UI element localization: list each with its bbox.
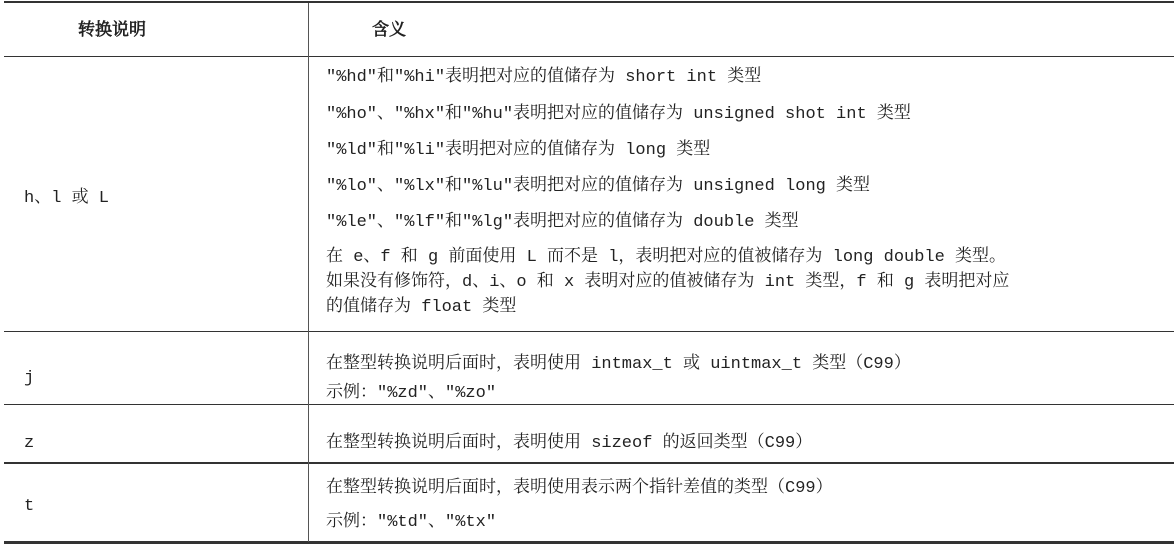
- row-meaning-line: "%hd"和"%hi"表明把对应的值储存为 short int 类型: [326, 68, 762, 87]
- row-meaning-line: 的值储存为 float 类型: [326, 298, 517, 317]
- row-spec: h、l 或 L: [24, 189, 110, 208]
- row-meaning-line: "%lo"、"%lx"和"%lu"表明把对应的值储存为 unsigned long 类型: [326, 177, 871, 196]
- row-meaning-line: 在整型转换说明后面时，表明使用 sizeof 的返回类型（C99）: [326, 434, 813, 453]
- header-divider: [4, 56, 1174, 57]
- row-meaning-line: 在 e、f 和 g 前面使用 L 而不是 l，表明把对应的值被储存为 long double 类型。: [326, 248, 1007, 267]
- row-meaning-line: 示例："%zd"、"%zo": [326, 384, 497, 403]
- row-meaning-line: 示例："%td"、"%tx": [326, 513, 497, 532]
- row-divider: [4, 404, 1174, 405]
- row-divider: [4, 331, 1174, 332]
- column-divider: [308, 3, 309, 542]
- row-meaning-line: "%ld"和"%li"表明把对应的值储存为 long 类型: [326, 141, 711, 160]
- row-meaning-line: "%ho"、"%hx"和"%hu"表明把对应的值储存为 unsigned shot int 类型: [326, 105, 911, 124]
- header-conversion-spec: 转换说明: [78, 20, 146, 40]
- row-spec: t: [24, 497, 35, 516]
- table-top-border: [4, 1, 1174, 3]
- row-spec: z: [24, 434, 35, 453]
- row-meaning-line: 在整型转换说明后面时，表明使用 intmax_t 或 uintmax_t 类型（C99）: [326, 355, 911, 374]
- row-meaning-line: 如果没有修饰符，d、i、o 和 x 表明对应的值被储存为 int 类型，f 和 g 表明把对应: [326, 273, 1010, 292]
- row-meaning-line: "%le"、"%lf"和"%lg"表明把对应的值储存为 double 类型: [326, 213, 799, 232]
- header-meaning: 含义: [372, 20, 406, 40]
- row-spec: j: [24, 369, 35, 388]
- row-meaning-line: 在整型转换说明后面时，表明使用表示两个指针差值的类型（C99）: [326, 479, 833, 498]
- row-divider: [4, 462, 1174, 464]
- table-bottom-border: [4, 541, 1174, 544]
